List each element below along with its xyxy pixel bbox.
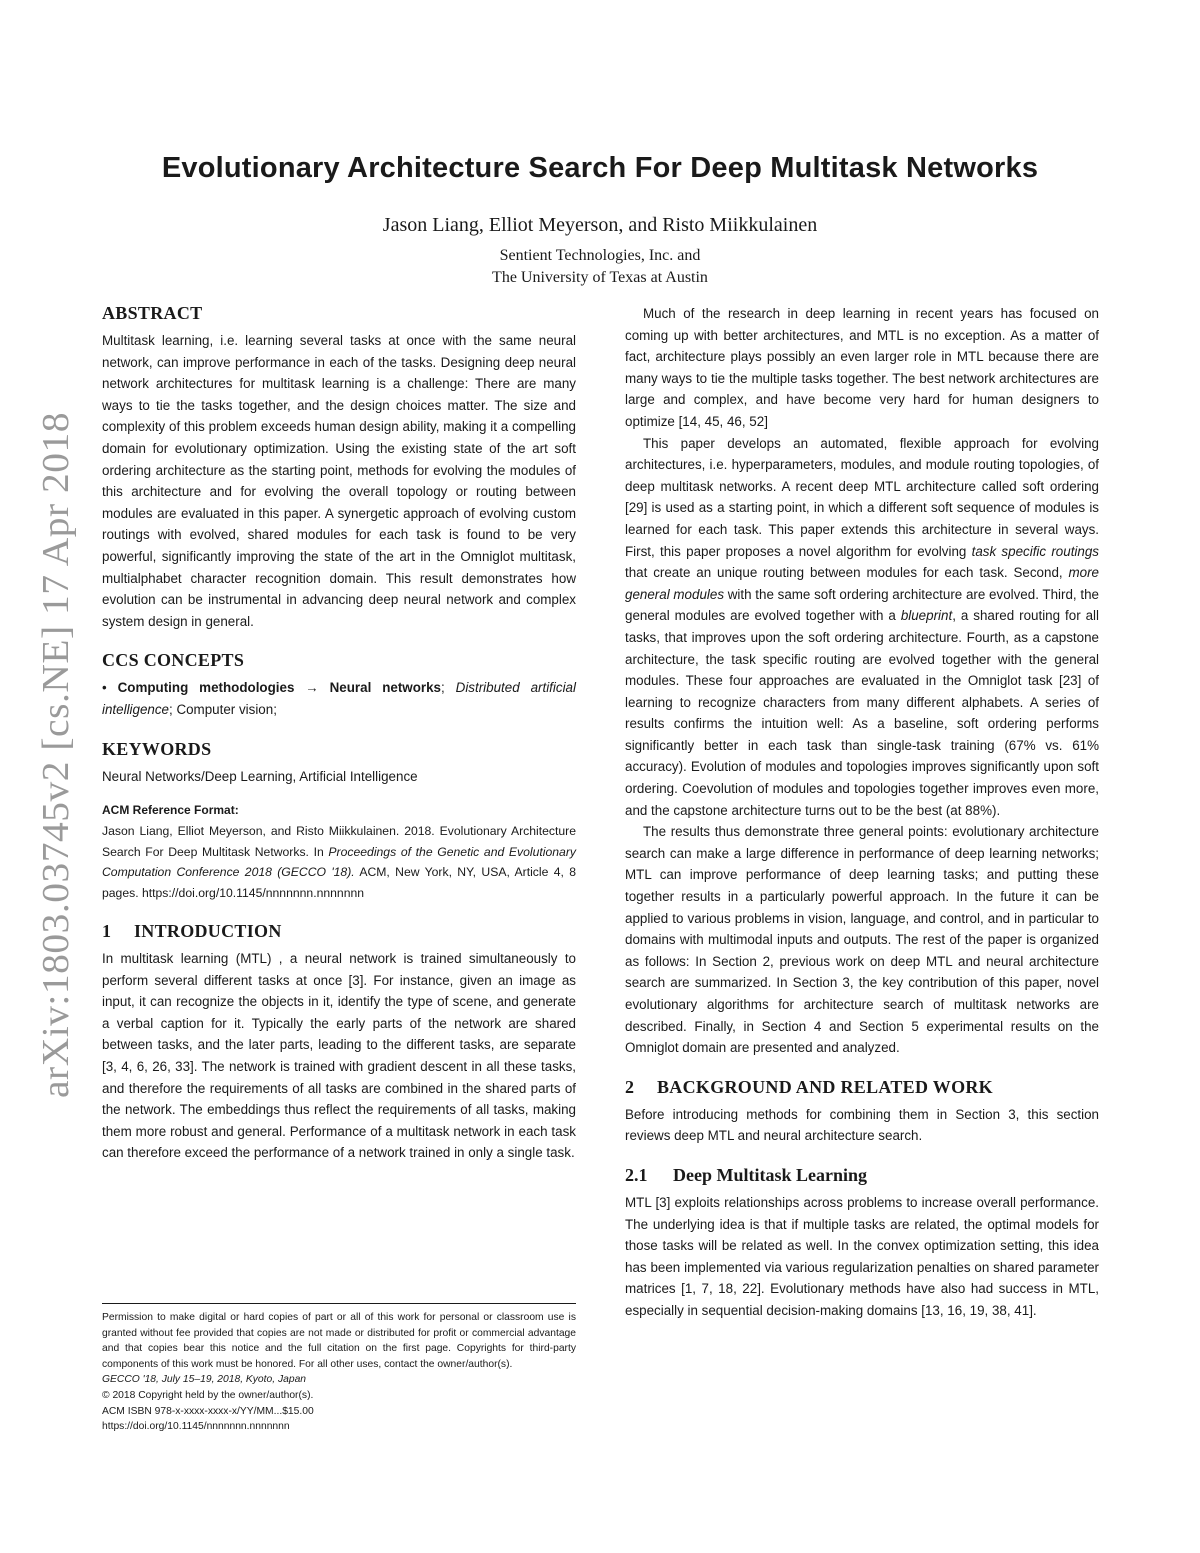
ccs-heading: CCS CONCEPTS bbox=[102, 650, 245, 671]
paper-authors: Jason Liang, Elliot Meyerson, and Risto Miikkulainen bbox=[382, 214, 818, 236]
right-column bbox=[625, 303, 1099, 1322]
ccs-bold: Computing methodologies → Neural networks bbox=[117, 680, 442, 696]
subsection-title: Deep Multitask Learning bbox=[673, 1164, 868, 1185]
copyright-footnote bbox=[102, 1303, 576, 1435]
subsection-heading bbox=[625, 1165, 1099, 1186]
ccs-text bbox=[102, 677, 576, 720]
paper-title: Evolutionary Architecture Search For Deep Multitask Networks bbox=[161, 152, 1039, 184]
ccs-bullet: • bbox=[102, 680, 118, 696]
keywords-heading: KEYWORDS bbox=[102, 738, 212, 759]
ccs-rest: ; Computer vision; bbox=[169, 701, 277, 717]
footnote-permission: Permission to make digital or hard copies of part or all of this work for personal or classroom use is granted without fee provided that copies are not made or distributed for profit or commercial advantage and that copies bear this notice and the full citation on the first page. Copyrights for third-party components of this work must be honored. For all other uses, contact the owner/author(s). bbox=[102, 1312, 576, 1370]
acm-ref-heading: ACM Reference Format: bbox=[102, 803, 239, 818]
background-heading bbox=[625, 1077, 1099, 1098]
arxiv-stamp-svg bbox=[22, 410, 82, 1100]
arxiv-stamp bbox=[22, 410, 82, 1100]
intro-title: INTRODUCTION bbox=[134, 921, 282, 942]
intro-number: 1 bbox=[102, 921, 112, 942]
ccs-sep: ; bbox=[441, 680, 456, 696]
acm-ref-italic: Proceedings of the Genetic and Evolutionary Computation Conference 2018 (GECCO '18). bbox=[102, 844, 576, 880]
intro-heading bbox=[102, 921, 576, 942]
intro-paragraph-4: The results thus demonstrate three general points: evolutionary architecture search can make a large difference in performance of deep learning networks; MTL can improve performance of deep learning tasks; and putting these together results in a particularly powerful approach. In the future it can be applied to various problems in vision, language, and control, and in particular to domains with multimodal inputs and outputs. The rest of the paper is organized as follows: In Section 2, previous work on deep MTL and neural architecture search are summarized. In Section 3, the key contribution of this paper, novel evolutionary algorithms for architecture search of multitask networks are described. Finally, in Section 4 and Section 5 experimental results on the Omniglot domain are presented and analyzed. bbox=[625, 824, 1099, 1056]
intro-p3-italic-1: task specific routings bbox=[971, 543, 1099, 559]
intro-p3-d: , a shared routing for all tasks, that improves upon the soft ordering architecture. Fourth, as a capstone architecture, the task specific routing are evolved together with the general modules. These four approaches are evaluated in the Omniglot task [23] of learning to recognize characters from many different alphabets. A series of results confirms the intuition well: As a baseline, soft ordering performs significantly better in each task than single-task training (67% vs. 61% accuracy). Evolution of modules and topologies improves significantly upon soft ordering. Coevolution of modules and topologies together improves even more, and the capstone architecture turns out to be the best (at 88%). bbox=[625, 608, 1099, 818]
intro-paragraph-2: Much of the research in deep learning in recent years has focused on coming up with better architectures, and MTL is no exception. As a matter of fact, architecture plays possibly an even larger role in MTL because there are many ways to tie the multiple tasks together. The best network architectures are large and complex, and have become very hard for human designers to optimize [14, 45, 46, 52] bbox=[625, 306, 1099, 429]
left-column bbox=[102, 303, 576, 1164]
ccs-italic: Distributed artificial intelligence bbox=[102, 680, 576, 717]
abstract-text: Multitask learning, i.e. learning several tasks at once with the same neural network, can improve performance in each of the tasks. Designing deep neural network architectures for multitask learning is a challenge: There are many ways to tie the tasks together, and the design choices matter. The size and complexity of this problem exceeds human design ability, making it a compelling domain for evolutionary optimization. Using the existing state of the art soft ordering architecture as the starting point, methods for evolving the modules of this architecture and for evolving the overall topology or routing between modules are evaluated in this paper. A synergetic approach of evolving custom routings with evolved, shared modules for each task is found to be very powerful, significantly improving the state of the art in the Omniglot multitask, multialphabet character recognition domain. This result demonstrates how evolution can be instrumental in advancing deep neural network and complex system design in general. bbox=[102, 333, 576, 629]
footnote-doi: https://doi.org/10.1145/nnnnnnn.nnnnnnn bbox=[102, 1421, 290, 1433]
intro-p3-italic-3: blueprint bbox=[900, 608, 953, 624]
acm-ref-text-1: Jason Liang, Elliot Meyerson, and Risto Miikkulainen. 2018. Evolutionary Architecture Search For Deep Multitask Networks. In bbox=[102, 824, 576, 859]
intro-p3-b: that create an unique routing between modules for each task. Second, bbox=[625, 565, 1069, 581]
intro-p3-italic-2: more general modules bbox=[625, 565, 1099, 602]
background-number: 2 bbox=[625, 1076, 635, 1097]
intro-paragraph-1: In multitask learning (MTL) , a neural network is trained simultaneously to perform several different tasks at once [3]. For instance, given an image as input, it can recognize the objects in it, identify the type of scene, and generate a verbal caption for it. Typically the early parts of the network are shared between tasks, and the later parts, leading to the different tasks, are separate [3, 4, 6, 26, 33]. The network is trained with gradient descent in all these tasks, and therefore the requirements of all tasks are combined in the shared parts of the network. The embeddings thus reflect the requirements of all tasks, making them more robust and general. Performance of a multitask network in each task can therefore exceed the performance of a network trained in only a single task. bbox=[102, 951, 576, 1161]
acm-ref-text bbox=[102, 821, 576, 903]
affiliation-line-1: Sentient Technologies, Inc. and bbox=[499, 247, 701, 264]
abstract-heading: ABSTRACT bbox=[102, 303, 203, 323]
background-title: BACKGROUND AND RELATED WORK bbox=[657, 1076, 993, 1097]
footnote-copyright: © 2018 Copyright held by the owner/author(s). bbox=[102, 1389, 314, 1401]
subsection-number: 2.1 bbox=[625, 1164, 648, 1185]
acm-ref-text-2: ACM, New York, NY, USA, Article 4, 8 pages. https://doi.org/10.1145/nnnnnnn.nnnnnnn bbox=[102, 865, 576, 900]
background-paragraph-2: MTL [3] exploits relationships across problems to increase overall performance. The underlying idea is that if multiple tasks are related, the optimal models for those tasks will be related as well. In the convex optimization setting, this idea has been implemented via various regularization penalties on shared parameter matrices [1, 7, 18, 22]. Evolutionary methods have also had success in MTL, especially in sequential decision-making domains [13, 16, 19, 38, 41]. bbox=[625, 1194, 1099, 1318]
background-paragraph-1: Before introducing methods for combining them in Section 3, this section reviews deep MTL and neural architecture search. bbox=[625, 1106, 1099, 1144]
footnote-venue: GECCO '18, July 15–19, 2018, Kyoto, Japan bbox=[102, 1374, 307, 1386]
intro-paragraph-3 bbox=[625, 433, 1099, 822]
intro-p3-c: with the same soft ordering architecture are evolved. Third, the general modules are evolved together with a bbox=[625, 586, 1099, 624]
keywords-text: Neural Networks/Deep Learning, Artificial Intelligence bbox=[102, 768, 418, 784]
intro-p3-a: This paper develops an automated, flexible approach for evolving architectures, i.e. hyperparameters, modules, and module routing topologies, of deep multitask networks. A recent deep MTL architecture called soft ordering [29] is used as a starting point, in which a different soft sequence of modules is learned for each task. This paper extends this architecture in several ways. First, this paper proposes a novel algorithm for evolving bbox=[625, 435, 1099, 559]
footnote-isbn: ACM ISBN 978-x-xxxx-xxxx-x/YY/MM...$15.00 bbox=[102, 1405, 314, 1417]
affiliation-line-2: The University of Texas at Austin bbox=[492, 269, 708, 286]
arxiv-stamp-text: arXiv:1803.03745v2 [cs.NE] 17 Apr 2018 bbox=[35, 437, 77, 1098]
